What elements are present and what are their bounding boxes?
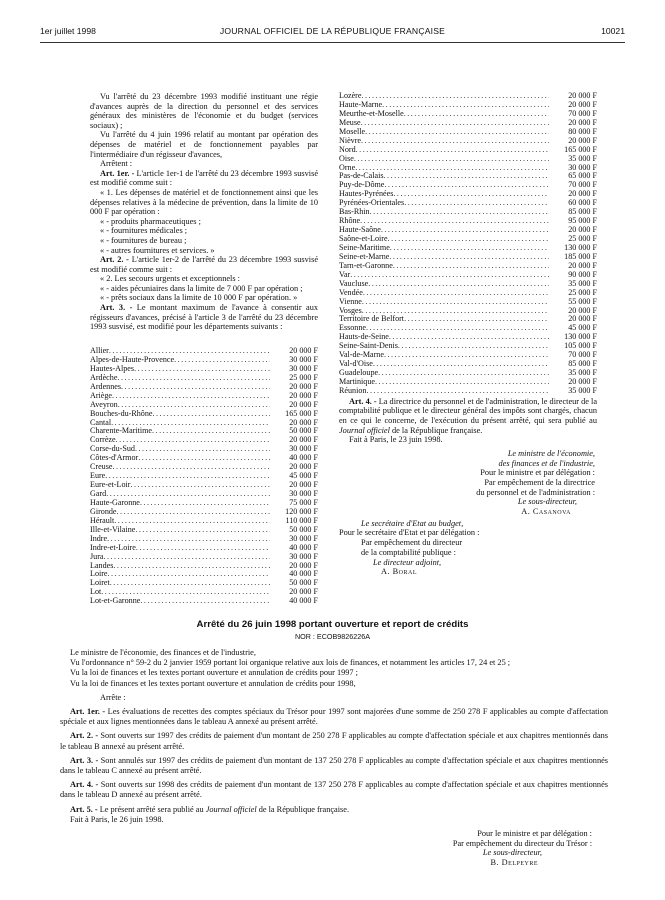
department-row <box>90 427 318 436</box>
arrete-heading: Arrête : <box>100 692 126 702</box>
list-item: « - fournitures médicales ; <box>100 226 188 236</box>
paragraph: Le ministre de l'économie, des finances et de l'industrie, <box>70 648 256 657</box>
department-row <box>339 280 597 289</box>
signatory-name: A. Boral <box>381 567 418 577</box>
signature-block-3: Pour le ministre et par délégation : Par empêchement du directeur du Trésor : Le sous-directeur, B. Delpeyre <box>60 829 608 868</box>
department-amount: 20 000 F <box>568 260 597 270</box>
department-amount: 105 000 F <box>564 341 597 351</box>
department-amount: 25 000 F <box>289 372 318 382</box>
dot-leader <box>362 298 549 307</box>
department-row <box>339 119 597 128</box>
department-row <box>90 410 318 419</box>
department-amount: 20 000 F <box>289 381 318 391</box>
department-row <box>90 579 318 588</box>
department-name: Orne <box>339 162 356 172</box>
department-amount: 110 000 F <box>285 515 318 525</box>
department-name: Tarn-et-Garonne <box>339 260 393 270</box>
department-name: Ardèche <box>90 372 118 382</box>
department-amount: 20 000 F <box>289 560 318 570</box>
department-amount: 30 000 F <box>289 489 318 498</box>
nor-reference: NOR : ECOB9826226A <box>294 632 371 641</box>
dot-leader <box>108 570 270 579</box>
list-item: « - autres fournitures et services. » <box>100 245 215 255</box>
department-amount: 70 000 F <box>568 350 597 360</box>
departments-list <box>90 347 318 606</box>
dot-leader <box>110 579 270 588</box>
header-journal-title: JOURNAL OFFICIEL DE LA RÉPUBLIQUE FRANÇAISE <box>219 26 446 36</box>
department-name: Val-d'Oise <box>339 359 373 369</box>
dot-leader <box>136 544 270 553</box>
department-name: Seine-et-Marne <box>339 251 390 261</box>
department-amount: 20 000 F <box>568 189 597 199</box>
quote-paragraph: « 1. Les dépenses de matériel et de fonctionnement ainsi que les dépenses relatives à la médecine de prévention, dans la limite de 10 000 F par opération : <box>90 187 318 217</box>
department-amount: 40 000 F <box>289 596 318 606</box>
department-name: Moselle <box>339 126 366 136</box>
department-amount: 85 000 F <box>568 359 597 369</box>
signing-place-date: Fait à Paris, le 26 juin 1998. <box>70 814 164 824</box>
department-amount: 165 000 F <box>564 144 597 154</box>
signing-place-date: Fait à Paris, le 23 juin 1998. <box>349 435 443 445</box>
department-amount: 75 000 F <box>289 497 318 507</box>
page-header <box>40 26 625 40</box>
department-name: Charente-Maritime <box>90 426 153 436</box>
department-name: Martinique <box>339 377 375 386</box>
department-row <box>90 392 318 401</box>
header-page-number: 10021 <box>601 26 625 36</box>
department-amount: 25 000 F <box>568 287 597 297</box>
department-name: Lozère <box>339 91 362 100</box>
right-column <box>339 92 597 577</box>
dot-leader <box>112 392 270 401</box>
dot-leader <box>378 369 549 378</box>
department-name: Bas-Rhin <box>339 207 370 217</box>
dot-leader <box>398 342 549 351</box>
department-row <box>90 508 318 517</box>
department-amount: 70 000 F <box>568 180 597 190</box>
list-item: « - prêts sociaux dans la limite de 10 000 F par opération. » <box>100 293 298 303</box>
dot-leader <box>121 383 270 392</box>
department-amount: 20 000 F <box>289 346 318 355</box>
department-amount: 50 000 F <box>289 524 318 534</box>
department-name: Vienne <box>339 296 362 306</box>
department-amount: 20 000 F <box>289 417 318 427</box>
dot-leader <box>393 262 549 271</box>
department-amount: 130 000 F <box>564 242 597 252</box>
department-row <box>339 351 597 360</box>
dot-leader <box>354 155 549 164</box>
dot-leader <box>384 172 549 181</box>
department-amount: 20 000 F <box>568 377 597 386</box>
department-amount: 20 000 F <box>568 305 597 315</box>
department-row <box>339 128 597 137</box>
list-item: « - fournitures de bureau ; <box>100 235 187 245</box>
paragraph: Vu la loi de finances et les textes portant ouverture et annulation de crédits pour 1997 ; <box>70 668 358 678</box>
department-name: Bouches-du-Rhône <box>90 408 153 418</box>
department-name: Saône-et-Loire <box>339 234 388 243</box>
department-row <box>339 289 597 298</box>
department-amount: 20 000 F <box>289 390 318 400</box>
department-name: Oise <box>339 153 354 163</box>
department-row <box>90 365 318 374</box>
department-name: Haute-Saône <box>339 225 381 235</box>
dot-leader <box>134 365 270 374</box>
dot-leader <box>117 374 270 383</box>
signature-block-1: Le ministre de l'économie, des finances et de l'industrie, Pour le ministre et par délégation : Par empêchement de la directrice du personnel et de l'administration : Le sous-directeur, A. Casanova <box>339 449 595 517</box>
department-amount: 20 000 F <box>289 435 318 445</box>
list-item: « - produits pharmaceutiques ; <box>100 216 201 226</box>
department-name: Lot <box>90 587 102 597</box>
department-name: Ardennes <box>90 381 122 391</box>
department-amount: 165 000 F <box>285 408 318 418</box>
department-amount: 30 000 F <box>289 551 318 561</box>
department-row <box>90 570 318 579</box>
department-amount: 85 000 F <box>568 207 597 217</box>
dot-leader <box>375 378 549 387</box>
department-row <box>90 383 318 392</box>
department-name: Ariège <box>90 390 113 400</box>
department-name: Var <box>339 269 351 279</box>
department-name: Allier <box>90 346 109 355</box>
department-row <box>90 481 318 490</box>
paragraph: Vu l'arrêté du 23 décembre 1993 modifié instituant une régie d'avances auprès de la direction du personnel et des services généraux des ministères de l'économie et du budget (services sociaux) ; <box>90 92 318 130</box>
department-name: Vaucluse <box>339 278 369 288</box>
dot-leader <box>393 190 549 199</box>
signatory-name: B. Delpeyre <box>490 858 538 868</box>
departments-table-left <box>90 347 318 606</box>
dot-leader <box>130 481 270 490</box>
department-name: Loire <box>90 569 108 579</box>
department-name: Hérault <box>90 515 115 525</box>
article-2: Art. 2. - Sont ouverts sur 1997 des crédits de paiement d'un montant de 250 278 F applicables au compte d'affectation spéciale et aux chapitres mentionnés dans le tableau B annexé au présent arrêté. <box>60 731 608 751</box>
department-amount: 20 000 F <box>568 117 597 127</box>
department-amount: 40 000 F <box>289 569 318 579</box>
article-3: Art. 3. - Sont annulés sur 1997 des crédits de paiement d'un montant de 137 250 278 F applicables au compte d'affectation spéciale et aux chapitres mentionnés dans le tableau C annexé au présent arrêté. <box>60 755 609 776</box>
department-row <box>339 387 597 396</box>
department-row <box>90 562 318 571</box>
department-name: Hautes-Pyrénées <box>339 189 394 199</box>
dot-leader <box>382 101 549 110</box>
signature-block-2: Le secrétaire d'Etat au budget, Pour le secrétaire d'Etat et par délégation : Par empêchement du directeur de la comptabilité publique : Le directeur adjoint, A. Boral <box>339 519 597 577</box>
department-amount: 35 000 F <box>568 153 597 163</box>
department-row <box>90 499 318 508</box>
department-name: Pas-de-Calais <box>339 171 384 181</box>
department-amount: 50 000 F <box>289 426 318 436</box>
department-name: Creuse <box>90 462 113 472</box>
department-name: Indre <box>90 533 108 543</box>
department-name: Pyrénées-Orientales <box>339 198 405 208</box>
department-name: Côtes-d'Armor <box>90 453 139 463</box>
department-amount: 40 000 F <box>289 453 318 463</box>
department-name: Haute-Garonne <box>90 497 140 507</box>
dot-leader <box>381 226 549 235</box>
article-1: Art. 1er. - Les évaluations de recettes des comptes spéciaux du Trésor pour 1997 sont majorées d'une somme de 250 278 F applicables au compte d'affectation spéciale et aux lignes mentionnées dans le tableau A annexé au présent arrêté. <box>60 707 609 727</box>
paragraph: Vu la loi de finances et les textes portant ouverture et annulation de crédits pour 1998, <box>70 678 356 688</box>
dot-leader <box>103 553 270 562</box>
dot-leader <box>389 253 549 262</box>
decree-title: Arrêté du 26 juin 1998 portant ouverture et report de crédits <box>196 619 469 630</box>
department-name: Alpes-de-Haute-Provence <box>90 354 175 364</box>
department-name: Gironde <box>90 506 117 516</box>
department-amount: 20 000 F <box>568 225 597 235</box>
department-name: Nord <box>339 144 356 154</box>
arrete-heading: Arrêtent : <box>100 159 133 169</box>
department-name: Haute-Marne <box>339 99 383 109</box>
department-row <box>90 597 318 606</box>
department-row <box>90 463 318 472</box>
department-amount: 20 000 F <box>289 462 318 472</box>
signatory-name: A. Casanova <box>521 507 571 517</box>
dot-leader <box>356 146 549 155</box>
department-name: Meuse <box>339 117 361 127</box>
department-amount: 20 000 F <box>568 99 597 109</box>
department-name: Loiret <box>90 578 110 588</box>
department-row <box>339 155 597 164</box>
department-row <box>339 369 597 378</box>
department-name: Jura <box>90 551 104 561</box>
department-name: Seine-Saint-Denis <box>339 341 398 351</box>
department-row <box>339 110 597 119</box>
department-amount: 35 000 F <box>568 278 597 288</box>
department-amount: 35 000 F <box>568 368 597 378</box>
departments-list <box>339 92 597 396</box>
dot-leader <box>389 333 549 342</box>
department-row <box>339 199 597 208</box>
department-name: Essonne <box>339 323 366 333</box>
decree-body <box>60 648 608 868</box>
department-amount: 20 000 F <box>568 314 597 324</box>
department-amount: 30 000 F <box>289 363 318 373</box>
paragraph: Vu l'ordonnance n° 59-2 du 2 janvier 1959 portant loi organique relative aux lois de finances, et notamment les articles 17, 24 et 25 ; <box>70 658 511 668</box>
department-name: Lot-et-Garonne <box>90 596 141 606</box>
department-name: Indre-et-Loire <box>90 542 136 552</box>
dot-leader <box>116 436 270 445</box>
department-name: Guadeloupe <box>339 368 379 378</box>
department-row <box>90 544 318 553</box>
department-name: Aveyron <box>90 399 118 409</box>
department-row <box>90 374 318 383</box>
department-name: Puy-de-Dôme <box>339 180 385 190</box>
department-row <box>339 315 597 324</box>
department-amount: 45 000 F <box>289 471 318 481</box>
department-amount: 20 000 F <box>289 480 318 490</box>
paragraph: Vu l'arrêté du 4 juin 1996 relatif au montant par opération des dépenses de matériel et de fonctionnement payables par l'intermédiaire d'un régisseur d'avances, <box>90 130 318 159</box>
department-name: Meurthe-et-Moselle <box>339 108 404 118</box>
dot-leader <box>360 217 549 226</box>
department-name: Corse-du-Sud <box>90 444 135 454</box>
dot-leader <box>390 244 549 253</box>
dot-leader <box>138 454 270 463</box>
department-amount: 65 000 F <box>568 171 597 181</box>
department-amount: 55 000 F <box>568 296 597 306</box>
dot-leader <box>365 128 549 137</box>
header-rule <box>40 42 625 43</box>
department-amount: 35 000 F <box>568 385 597 395</box>
dot-leader <box>366 387 549 396</box>
department-name: Landes <box>90 560 114 570</box>
department-name: Vosges <box>339 305 362 315</box>
department-row <box>339 271 597 280</box>
department-amount: 30 000 F <box>289 533 318 543</box>
department-amount: 20 000 F <box>289 587 318 597</box>
department-name: Gard <box>90 489 107 498</box>
department-name: Nièvre <box>339 135 362 145</box>
dot-leader <box>114 517 270 526</box>
department-amount: 40 000 F <box>289 542 318 552</box>
dot-leader <box>355 164 549 173</box>
article-1: Art. 1er. - L'article 1er-1 de l'arrêté du 23 décembre 1993 susvisé est modifié comme suit : <box>90 168 319 188</box>
dot-leader <box>152 427 270 436</box>
department-amount: 20 000 F <box>289 399 318 409</box>
dot-leader <box>361 92 549 101</box>
department-amount: 80 000 F <box>568 126 597 136</box>
dot-leader <box>384 181 549 190</box>
department-amount: 50 000 F <box>289 578 318 588</box>
department-amount: 95 000 F <box>568 216 597 226</box>
department-row <box>90 553 318 562</box>
department-name: Val-de-Marne <box>339 350 384 360</box>
dot-leader <box>373 360 549 369</box>
dot-leader <box>363 289 549 298</box>
department-name: Corrèze <box>90 435 116 445</box>
dot-leader <box>361 119 549 128</box>
department-amount: 120 000 F <box>285 506 318 516</box>
dot-leader <box>174 356 270 365</box>
department-row <box>90 454 318 463</box>
dot-leader <box>350 271 549 280</box>
dot-leader <box>404 199 549 208</box>
dot-leader <box>404 110 549 119</box>
department-name: Réunion <box>339 385 367 395</box>
article-3: Art. 3. - Le montant maximum de l'avance à consentir aux régisseurs d'avances, précisé à l'article 3 de l'arrêté du 23 décembre 1993 susvisé, est modifié pour les départements suivants : <box>90 303 319 332</box>
department-amount: 20 000 F <box>568 135 597 145</box>
department-row <box>339 262 597 271</box>
department-name: Eure <box>90 471 106 481</box>
department-amount: 30 000 F <box>568 162 597 172</box>
department-name: Seine-Maritime <box>339 242 390 252</box>
department-name: Hautes-Alpes <box>90 363 135 373</box>
department-amount: 90 000 F <box>568 269 597 279</box>
article-4: Art. 4. - Sont ouverts sur 1998 des crédits de paiement d'un montant de 137 250 278 F applicables au compte d'affectation spéciale et aux chapitres mentionnés dans le tableau D annexé au présent arrêté. <box>60 780 608 800</box>
article-2: Art. 2. - L'article 1er-2 de l'arrêté du 23 décembre 1993 susvisé est modifié comme suit : <box>90 255 319 274</box>
article-5: Art. 5. - Le présent arrêté sera publié au Journal officiel de la République française. <box>70 804 350 814</box>
department-row <box>339 298 597 307</box>
department-name: Territoire de Belfort <box>339 314 405 324</box>
dot-leader <box>366 324 549 333</box>
department-amount: 130 000 F <box>564 332 597 342</box>
department-name: Vendée <box>339 287 363 297</box>
department-name: Eure-et-Loir <box>90 480 131 490</box>
header-date: 1er juillet 1998 <box>40 26 96 36</box>
article-4: Art. 4. - La directrice du personnel et de l'administration, le directeur de la comptabilité publique et le directeur général des impôts sont chargés, chacun en ce qui le concerne, de l'exécution du présent arrêté, qui sera publié au Journal officiel de la République française. <box>339 396 598 435</box>
department-amount: 60 000 F <box>568 198 597 208</box>
dot-leader <box>361 137 549 146</box>
department-row <box>339 146 597 155</box>
department-row <box>339 208 597 217</box>
department-row <box>339 378 597 387</box>
dot-leader <box>140 499 270 508</box>
left-column <box>90 92 318 332</box>
dot-leader <box>140 597 270 606</box>
department-amount: 45 000 F <box>568 323 597 333</box>
dot-leader <box>368 280 549 289</box>
department-name: Cantal <box>90 417 112 427</box>
department-amount: 185 000 F <box>564 251 597 261</box>
dot-leader <box>117 508 270 517</box>
dot-leader <box>112 463 270 472</box>
dot-leader <box>135 445 270 454</box>
dot-leader <box>404 315 549 324</box>
department-amount: 25 000 F <box>568 234 597 243</box>
dot-leader <box>113 562 270 571</box>
department-name: Hauts-de-Seine <box>339 332 389 342</box>
department-amount: 30 000 F <box>289 444 318 454</box>
dot-leader <box>153 410 271 419</box>
list-item: « 2. Les secours urgents et exceptionnels : <box>100 274 240 284</box>
department-row <box>339 137 597 146</box>
department-name: Rhône <box>339 216 361 226</box>
department-amount: 70 000 F <box>568 108 597 118</box>
dot-leader <box>384 351 549 360</box>
department-amount: 20 000 F <box>568 91 597 100</box>
department-name: Ille-et-Vilaine <box>90 524 136 534</box>
list-item: « - aides pécuniaires dans la limite de 7 000 F par opération ; <box>100 283 303 293</box>
dot-leader <box>370 208 549 217</box>
department-amount: 30 000 F <box>289 354 318 364</box>
department-row <box>90 526 318 535</box>
dot-leader <box>388 235 549 244</box>
dot-leader <box>135 526 270 535</box>
